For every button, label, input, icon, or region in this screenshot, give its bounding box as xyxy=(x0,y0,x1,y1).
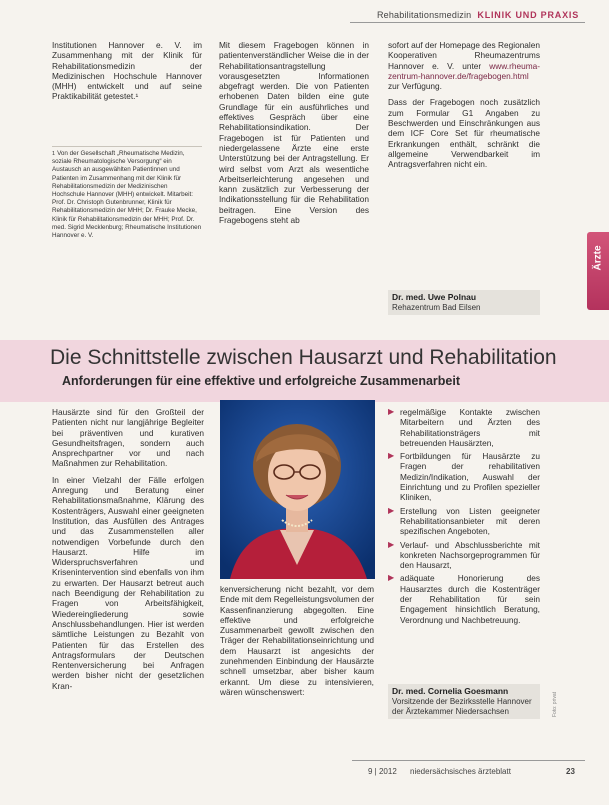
list-item xyxy=(388,540,540,571)
article1-author-role: Rehazentrum Bad Eilsen xyxy=(392,303,481,312)
footnote-rule xyxy=(52,146,202,147)
page-number: 23 xyxy=(566,767,575,776)
list-item xyxy=(388,506,540,537)
article2-col1-paragraph-1: Hausärzte sind für den Großteil der Patienten nicht nur langjährige Begleiter bei präventiven und kurativen Gesundheitsfragen, sondern auch Ansprechpartner vor und nach Maßnahmen zur Rehabilitation. xyxy=(52,407,204,469)
list-item-text: Verlauf- und Abschlussberichte mit konkreten Nachsorgeprogrammen für den Hausarzt, xyxy=(400,539,540,571)
issue-number: 9 | 2012 xyxy=(368,767,397,776)
footer-rule xyxy=(352,760,585,761)
article2-subtitle: Anforderungen für eine effektive und erfolgreiche Zusammenarbeit xyxy=(62,374,460,388)
article1-author-box xyxy=(388,290,540,315)
bullet-marker-icon: ▶ xyxy=(388,539,395,549)
article2-col2-text: kenversicherung nicht bezahlt, vor dem Ende mit dem Regelleistungsvolumen der Kassenfinanzierung abgegolten. Eine effektive und erfolgreiche Zusammenarbeit gewollt zwischen den Träger der Rehabilitationseinrichtung und dem Hausarzt ist angesichts der zunehmenden Einbindung der Hausärzte schnell umsetzbar, aber bisher kaum erkannt. Um diese zu intensivieren, wären wünschenswert: xyxy=(220,584,374,697)
list-item-text: regelmäßige Kontakte zwischen Mitarbeitern und Ärzten des Rehabilitationsträgers mit betreuenden Hausärzten, xyxy=(400,407,540,448)
article2-title: Die Schnittstelle zwischen Hausarzt und Rehabilitation xyxy=(50,346,557,369)
article1-col3-text-end: zur Verfügung. xyxy=(388,81,442,92)
list-item xyxy=(388,451,540,502)
side-tab-label: Ärzte xyxy=(592,245,604,271)
footnote-text: Von der Gesellschaft „Rheumatische Medizin, soziale Rheumatologische Versorgung“ ein Austausch an ausgewählten Patientinnen und Patienten im Zusammenhang mit der Klinik für Rehabilitationsmedizin der Medizinischen Hochschule Hannover (MHH) entwickelt. Mitarbeit: Prof. Dr. Christoph Gutenbrunner, Klinik für Rehabilitationsmedizin der MHH; Dr. Frauke Mecke, Klinik für Rehabilitationsmedizin der MHH; Prof. Dr. med. Sigrid Mecklenburg; Rheumatische Institutionen Hannover e. V. xyxy=(52,150,202,240)
running-header xyxy=(377,10,579,20)
article1-column-2 xyxy=(219,40,369,231)
portrait-illustration xyxy=(220,400,375,579)
list-item xyxy=(388,573,540,624)
article2-column-1 xyxy=(52,407,204,697)
article1-col3-paragraph-2: Dass der Fragebogen noch zusätzlich zum Formular G1 Angaben zu Beschwerden und Einschränkungen aus dem ICF Core Set für rheumatische Erkrankungen enthält, schränkt die allgemeine Verwendbarkeit im Antragsverfahren nicht ein. xyxy=(388,97,540,170)
article1-col3-paragraph-1 xyxy=(388,40,540,91)
photo-credit: Foto: privat xyxy=(552,691,558,717)
section-label: Rehabilitationsmedizin xyxy=(376,10,472,20)
footnote-number: 1 xyxy=(52,151,56,157)
article2-author-name: Dr. med. Cornelia Goesmann xyxy=(392,686,509,696)
article2-col1-paragraph-2: In einer Vielzahl der Fälle erfolgen Anregung und Beratung einer Rehabilitationsmaßnahme, Klärung des Kostenträgers, Auswahl einer geeigneten Institution, das Ausfüllen des Antrages und das Zusammenstellen aller notwendigen Vorbefunde durch den Hausarzt. Hilfe im Widerspruchsverfahren und Krisenintervention sind ebenfalls von ihm zu erwarten. Der Hausarzt betreut auch nach Beendigung der Rehabilitation zu Fragen von Arbeitsfähigkeit, Wiedereingliederung sowie Anschlussbehandlungen. Hier ist werden sämtliche Leistungen zu Bezahlt von Patienten für das Erstellen des Antragsformulars der Deutschen Rentenversicherung bei Anfragen werden bisher nicht der gesetzlichen Kran- xyxy=(52,474,204,691)
article2-column-2 xyxy=(220,584,374,703)
bullet-marker-icon: ▶ xyxy=(388,573,395,583)
article1-column-3 xyxy=(388,40,540,176)
header-rule xyxy=(350,22,585,23)
article1-author-name: Dr. med. Uwe Polnau xyxy=(392,292,477,302)
article1-col1-text: Institutionen Hannover e. V. im Zusammenhang mit der Klinik für Rehabilitationsmedizin der Medizinischen Hochschule Hannover (MHH) entwickelt und auf seine Praktikabilität getestet.¹ xyxy=(52,40,202,102)
bullet-marker-icon: ▶ xyxy=(388,451,395,461)
article2-author-role: Vorsitzende der Bezirksstelle Hannover der Ärztekammer Niedersachsen xyxy=(392,697,532,716)
article2-column-3 xyxy=(388,407,540,628)
article1-col3-text: sofort auf der Homepage des Regionalen Kooperativen Rheumazentrums Hannover e. V. unter xyxy=(388,40,540,71)
article1-column-1 xyxy=(52,40,202,108)
article2-author-box xyxy=(388,684,540,719)
fragebogen-link[interactable]: www.rheuma-zentrum-hannover.de/fragebogen.html xyxy=(388,60,540,81)
bullet-marker-icon: ▶ xyxy=(388,407,395,416)
author-portrait-photo xyxy=(220,400,375,579)
list-item-text: Fortbildungen für Hausärzte zu Fragen der rehabilitativen Medizin/Indikation, Auswahl der Einrichtung und zu Profilen spezieller Kliniken, xyxy=(400,451,540,503)
list-item-text: adäquate Honorierung des Hausarztes durch die Kostenträger der Rehabilitation für sein Engagement hinsichtlich Beratung, Verordnung und Nachbetreuung. xyxy=(400,573,540,625)
bullet-marker-icon: ▶ xyxy=(388,505,395,515)
article1-col2-text: Mit diesem Fragebogen können in patientenverständlicher Weise die in der Rehabilitationsantragstellung vorausgesetzten Informationen abgefragt werden. Die von Patienten erhobenen Daten bilden eine gute Grundlage für ein ausführliches und effektives Gespräch über eine Rehabilitationsindikation. Der Fragebogen ist für Patienten und niedergelassene Ärzte eine erste Unterstützung bei der Antragstellung. Er wird selbst vom Arzt als wesentliche Arbeitserleichterung angesehen und kann zusätzlich zur Verbesserung der Indikationsstellung für die Rehabilitation beitragen. Eine Version des Fragebogens steht ab xyxy=(219,40,369,226)
magazine-name: niedersächsisches ärzteblatt xyxy=(410,767,511,776)
list-item-text: Erstellung von Listen geeigneter Rehabilitationsanbieter mit deren spezifischen Angeboten, xyxy=(400,505,540,537)
recommendations-list xyxy=(388,407,540,625)
section-side-tab xyxy=(587,232,609,310)
footnote xyxy=(52,150,202,240)
rubric-label: KLINIK UND PRAXIS xyxy=(477,10,579,20)
list-item xyxy=(388,407,540,448)
